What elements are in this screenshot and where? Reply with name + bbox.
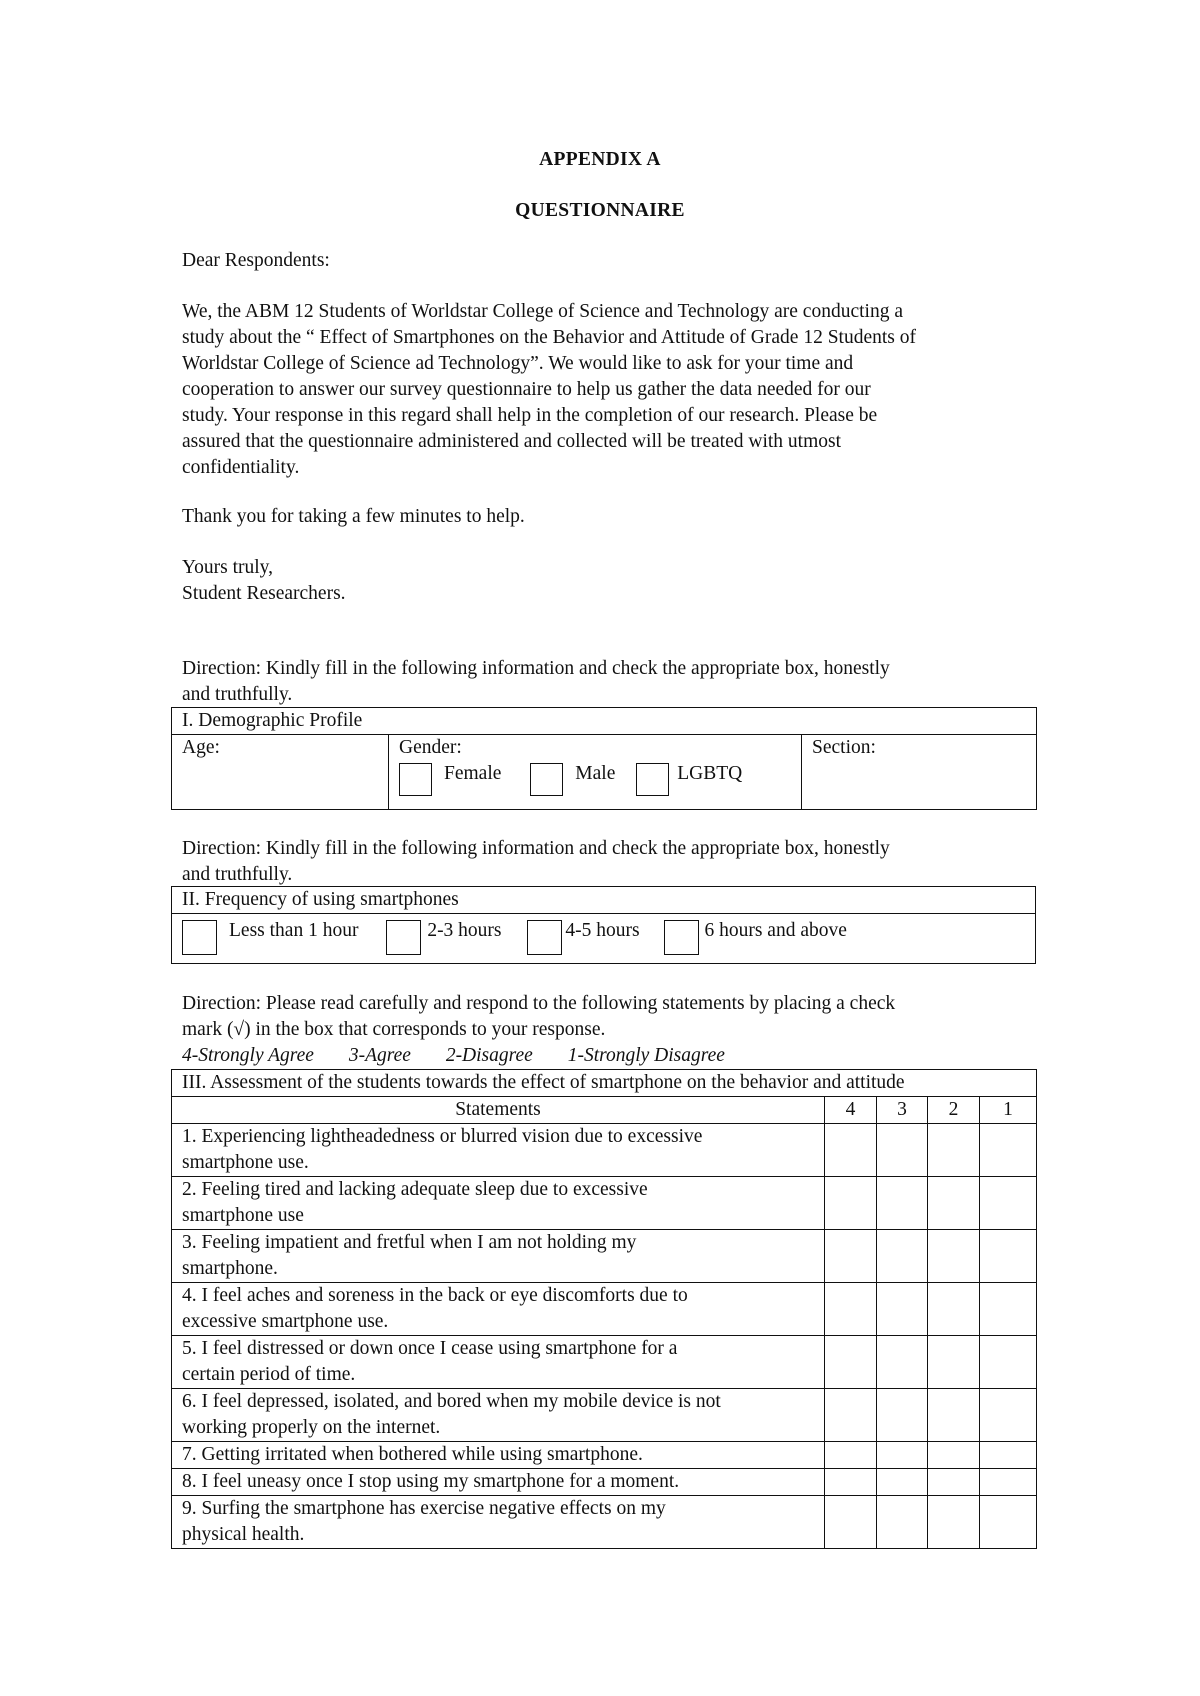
male-label: Male bbox=[575, 763, 616, 784]
frequency-option-4-5[interactable] bbox=[527, 920, 639, 955]
rating-cell-3[interactable] bbox=[877, 1389, 928, 1442]
6-hours-and-above-checkbox[interactable] bbox=[664, 920, 699, 955]
statement-line: 7. Getting irritated when bothered while using smartphone. bbox=[182, 1444, 643, 1465]
statement-line: 6. I feel depressed, isolated, and bored when my mobile device is not bbox=[182, 1391, 721, 1412]
scale-4: 4-Strongly Agree bbox=[182, 1045, 314, 1066]
signature: Student Researchers. bbox=[182, 583, 346, 604]
intro-line: cooperation to answer our survey questionnaire to help us gather the data needed for our bbox=[182, 379, 871, 400]
rating-cell-3[interactable] bbox=[877, 1124, 928, 1177]
statement-line: 5. I feel distressed or down once I cease using smartphone for a bbox=[182, 1338, 678, 1359]
rating-cell-1[interactable] bbox=[980, 1389, 1037, 1442]
section-label: Section: bbox=[812, 737, 876, 758]
section-cell[interactable] bbox=[802, 735, 1037, 810]
statement-line: working properly on the internet. bbox=[182, 1417, 441, 1438]
direction-demographic bbox=[182, 656, 1022, 708]
rating-cell-2[interactable] bbox=[928, 1177, 980, 1230]
rating-scale-legend bbox=[182, 1043, 1022, 1069]
rating-cell-4[interactable] bbox=[825, 1283, 877, 1336]
rating-cell-1[interactable] bbox=[980, 1177, 1037, 1230]
rating-cell-3[interactable] bbox=[877, 1442, 928, 1469]
intro-line: study. Your response in this regard shall help in the completion of our research. Please be bbox=[182, 405, 878, 426]
intro-line: Worldstar College of Science ad Technology”. We would like to ask for your time and bbox=[182, 353, 854, 374]
demographic-header: I. Demographic Profile bbox=[172, 708, 1037, 735]
age-cell[interactable] bbox=[172, 735, 389, 810]
rating-cell-4[interactable] bbox=[825, 1389, 877, 1442]
rating-cell-2[interactable] bbox=[928, 1469, 980, 1496]
less-than-1-hour-label: Less than 1 hour bbox=[229, 920, 359, 941]
statement-text bbox=[172, 1230, 825, 1283]
rating-cell-1[interactable] bbox=[980, 1283, 1037, 1336]
statement-line: certain period of time. bbox=[182, 1364, 356, 1385]
rating-cell-1[interactable] bbox=[980, 1124, 1037, 1177]
direction-frequency bbox=[182, 836, 1022, 888]
rating-cell-3[interactable] bbox=[877, 1336, 928, 1389]
direction-line: and truthfully. bbox=[182, 684, 293, 705]
lgbtq-checkbox[interactable] bbox=[636, 763, 669, 796]
rating-3-header: 3 bbox=[877, 1097, 928, 1124]
statement-line: 9. Surfing the smartphone has exercise negative effects on my bbox=[182, 1498, 666, 1519]
statement-row bbox=[172, 1124, 1037, 1177]
frequency-table bbox=[171, 886, 1036, 964]
rating-cell-2[interactable] bbox=[928, 1124, 980, 1177]
statement-line: 4. I feel aches and soreness in the back or eye discomforts due to bbox=[182, 1285, 688, 1306]
statement-line: 8. I feel uneasy once I stop using my smartphone for a moment. bbox=[182, 1471, 680, 1492]
rating-cell-3[interactable] bbox=[877, 1469, 928, 1496]
rating-cell-4[interactable] bbox=[825, 1336, 877, 1389]
rating-cell-2[interactable] bbox=[928, 1230, 980, 1283]
statement-line: smartphone. bbox=[182, 1258, 278, 1279]
rating-cell-2[interactable] bbox=[928, 1442, 980, 1469]
rating-cell-4[interactable] bbox=[825, 1496, 877, 1549]
rating-2-header: 2 bbox=[928, 1097, 980, 1124]
assessment-header: III. Assessment of the students towards the effect of smartphone on the behavior and attitude bbox=[172, 1070, 1037, 1097]
statement-line: excessive smartphone use. bbox=[182, 1311, 389, 1332]
rating-4-header: 4 bbox=[825, 1097, 877, 1124]
rating-cell-3[interactable] bbox=[877, 1283, 928, 1336]
page-subtitle: QUESTIONNAIRE bbox=[515, 200, 685, 221]
statement-text bbox=[172, 1124, 825, 1177]
rating-cell-1[interactable] bbox=[980, 1442, 1037, 1469]
intro-line: confidentiality. bbox=[182, 457, 300, 478]
statement-line: 1. Experiencing lightheadedness or blurred vision due to excessive bbox=[182, 1126, 703, 1147]
demographic-table bbox=[171, 707, 1037, 810]
closing: Yours truly, bbox=[182, 557, 274, 578]
gender-cell bbox=[389, 735, 802, 810]
rating-cell-2[interactable] bbox=[928, 1389, 980, 1442]
direction-assessment bbox=[182, 991, 1022, 1043]
statement-row bbox=[172, 1177, 1037, 1230]
scale-3: 3-Agree bbox=[348, 1045, 411, 1066]
scale-1: 1-Strongly Disagree bbox=[567, 1045, 725, 1066]
female-label: Female bbox=[444, 763, 502, 784]
frequency-options bbox=[172, 914, 1036, 964]
intro-line: study about the “ Effect of Smartphones on the Behavior and Attitude of Grade 12 Students of bbox=[182, 327, 916, 348]
statement-text bbox=[172, 1469, 825, 1496]
statement-text bbox=[172, 1496, 825, 1549]
lgbtq-label: LGBTQ bbox=[677, 763, 743, 784]
page-title: APPENDIX A bbox=[539, 149, 661, 170]
statement-text bbox=[172, 1442, 825, 1469]
statement-row bbox=[172, 1389, 1037, 1442]
age-label: Age: bbox=[182, 737, 220, 758]
statement-line: 3. Feeling impatient and fretful when I am not holding my bbox=[182, 1232, 637, 1253]
rating-cell-4[interactable] bbox=[825, 1230, 877, 1283]
intro-paragraph bbox=[182, 299, 1022, 481]
statement-text bbox=[172, 1336, 825, 1389]
less-than-1-hour-checkbox[interactable] bbox=[182, 920, 217, 955]
rating-cell-3[interactable] bbox=[877, 1177, 928, 1230]
statement-row bbox=[172, 1336, 1037, 1389]
rating-1-header: 1 bbox=[980, 1097, 1037, 1124]
rating-cell-4[interactable] bbox=[825, 1442, 877, 1469]
statement-line: physical health. bbox=[182, 1524, 305, 1545]
statement-row bbox=[172, 1230, 1037, 1283]
direction-line: Direction: Please read carefully and respond to the following statements by placing a check bbox=[182, 993, 896, 1014]
intro-line: We, the ABM 12 Students of Worldstar College of Science and Technology are conducting a bbox=[182, 301, 903, 322]
rating-cell-1[interactable] bbox=[980, 1469, 1037, 1496]
gender-option-female[interactable] bbox=[399, 763, 501, 796]
rating-cell-2[interactable] bbox=[928, 1336, 980, 1389]
gender-option-lgbtq[interactable] bbox=[636, 763, 742, 796]
male-checkbox[interactable] bbox=[530, 763, 563, 796]
rating-cell-1[interactable] bbox=[980, 1230, 1037, 1283]
frequency-option-6-plus[interactable] bbox=[664, 920, 846, 955]
direction-line: mark (√) in the box that corresponds to your response. bbox=[182, 1019, 606, 1040]
4-5-hours-checkbox[interactable] bbox=[527, 920, 562, 955]
scale-2: 2-Disagree bbox=[445, 1045, 533, 1066]
statement-line: smartphone use bbox=[182, 1205, 304, 1226]
rating-cell-1[interactable] bbox=[980, 1496, 1037, 1549]
rating-cell-4[interactable] bbox=[825, 1177, 877, 1230]
salutation: Dear Respondents: bbox=[182, 250, 330, 271]
direction-line: Direction: Kindly fill in the following information and check the appropriate box, honestly bbox=[182, 838, 890, 859]
rating-cell-4[interactable] bbox=[825, 1124, 877, 1177]
frequency-option-2-3[interactable] bbox=[386, 920, 501, 955]
rating-cell-1[interactable] bbox=[980, 1336, 1037, 1389]
statement-row bbox=[172, 1469, 1037, 1496]
statement-line: smartphone use. bbox=[182, 1152, 309, 1173]
intro-line: assured that the questionnaire administered and collected will be treated with utmost bbox=[182, 431, 842, 452]
rating-cell-3[interactable] bbox=[877, 1230, 928, 1283]
rating-cell-2[interactable] bbox=[928, 1283, 980, 1336]
statements-column-header: Statements bbox=[172, 1097, 825, 1124]
female-checkbox[interactable] bbox=[399, 763, 432, 796]
statement-line: 2. Feeling tired and lacking adequate sleep due to excessive bbox=[182, 1179, 648, 1200]
statement-row bbox=[172, 1442, 1037, 1469]
4-5-hours-label: 4-5 hours bbox=[565, 920, 640, 941]
statement-text bbox=[172, 1177, 825, 1230]
thank-you-note: Thank you for taking a few minutes to help. bbox=[182, 506, 525, 527]
frequency-header: II. Frequency of using smartphones bbox=[172, 887, 1036, 914]
statement-text bbox=[172, 1389, 825, 1442]
statement-text bbox=[172, 1283, 825, 1336]
direction-line: and truthfully. bbox=[182, 864, 293, 885]
assessment-table bbox=[171, 1069, 1037, 1549]
rating-cell-4[interactable] bbox=[825, 1469, 877, 1496]
statement-row bbox=[172, 1283, 1037, 1336]
rating-cell-2[interactable] bbox=[928, 1496, 980, 1549]
2-3-hours-checkbox[interactable] bbox=[386, 920, 421, 955]
gender-label: Gender: bbox=[399, 737, 462, 758]
gender-option-male[interactable] bbox=[530, 763, 615, 796]
frequency-option-less-than-1[interactable] bbox=[182, 920, 358, 955]
gender-options bbox=[399, 763, 791, 796]
rating-cell-3[interactable] bbox=[877, 1496, 928, 1549]
2-3-hours-label: 2-3 hours bbox=[427, 920, 502, 941]
statement-row bbox=[172, 1496, 1037, 1549]
6-hours-and-above-label: 6 hours and above bbox=[704, 920, 847, 941]
direction-line: Direction: Kindly fill in the following information and check the appropriate box, honestly bbox=[182, 658, 890, 679]
